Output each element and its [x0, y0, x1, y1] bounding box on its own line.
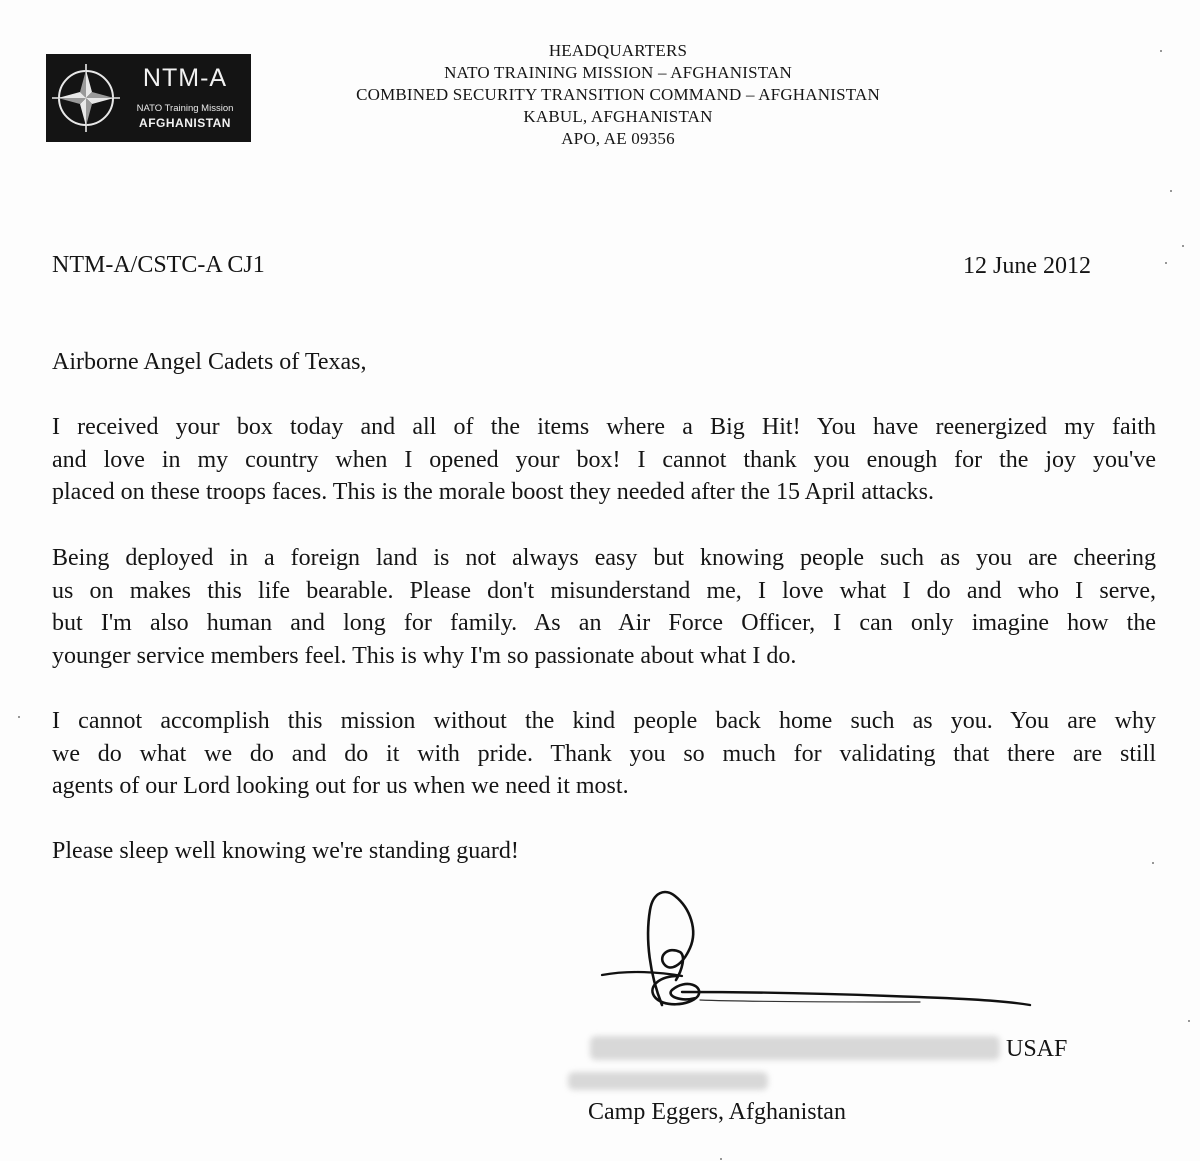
paragraph-line: placed on these troops faces. This is the morale boost they needed after the 15 April attacks. — [52, 479, 934, 505]
scan-speck — [18, 716, 20, 718]
scan-speck — [720, 1158, 722, 1160]
signer-service-branch: USAF — [1006, 1036, 1068, 1062]
paragraph-line: Being deployed in a foreign land is not always easy but knowing people such as you are cheering — [52, 545, 1156, 571]
scan-speck — [1165, 262, 1167, 264]
letter-date: 12 June 2012 — [963, 253, 1091, 279]
letterhead — [318, 40, 918, 150]
logo-subtitle: NATO Training Mission — [136, 103, 234, 114]
scan-speck — [1182, 245, 1184, 247]
letterhead-line: APO, AE 09356 — [561, 129, 675, 148]
paragraph-line: us on makes this life bearable. Please don't misunderstand me, I love what I do and who I serve, — [52, 577, 1156, 604]
scan-speck — [1160, 50, 1162, 52]
closing-line: Please sleep well knowing we're standing guard! — [52, 838, 519, 864]
paragraph-line: but I'm also human and long for family. As an Air Force Officer, I can only imagine how the — [52, 610, 1156, 636]
paragraph-line: I received your box today and all of the items where a Big Hit! You have reenergized my faith — [52, 414, 1156, 440]
office-reference: NTM-A/CSTC-A CJ1 — [52, 252, 265, 278]
logo-title: NTM-A — [142, 64, 228, 92]
paragraph-line: younger service members feel. This is why I'm so passionate about what I do. — [52, 642, 797, 669]
handwritten-signature — [590, 880, 1050, 1030]
letterhead-line: HEADQUARTERS — [548, 41, 688, 60]
logo-subtitle-country: AFGHANISTAN — [139, 116, 231, 130]
body-paragraph — [52, 542, 1156, 672]
paragraph-line: we do what we do and do it with pride. Thank you so much for validating that there are still — [52, 740, 1156, 767]
letterhead-line: KABUL, AFGHANISTAN — [523, 107, 713, 126]
nato-compass-star-icon — [50, 62, 122, 134]
redacted-signer-name — [590, 1036, 1000, 1060]
scan-speck — [1152, 862, 1154, 864]
scan-speck — [1170, 190, 1172, 192]
paragraph-line: and love in my country when I opened your box! I cannot thank you enough for the joy you've — [52, 446, 1156, 473]
redacted-signer-title — [568, 1072, 768, 1090]
ntm-a-logo — [46, 54, 251, 142]
letterhead-line: NATO TRAINING MISSION – AFGHANISTAN — [444, 63, 792, 82]
greeting: Airborne Angel Cadets of Texas, — [52, 349, 367, 375]
letterhead-line: COMBINED SECURITY TRANSITION COMMAND – AFGHANISTAN — [356, 85, 880, 104]
signer-location: Camp Eggers, Afghanistan — [588, 1099, 846, 1125]
body-paragraph — [52, 705, 1156, 803]
paragraph-line: agents of our Lord looking out for us when we need it most. — [52, 773, 629, 799]
paragraph-line: I cannot accomplish this mission without the kind people back home such as you. You are why — [52, 708, 1156, 734]
scan-speck — [1188, 1020, 1190, 1022]
body-paragraph — [52, 411, 1156, 509]
